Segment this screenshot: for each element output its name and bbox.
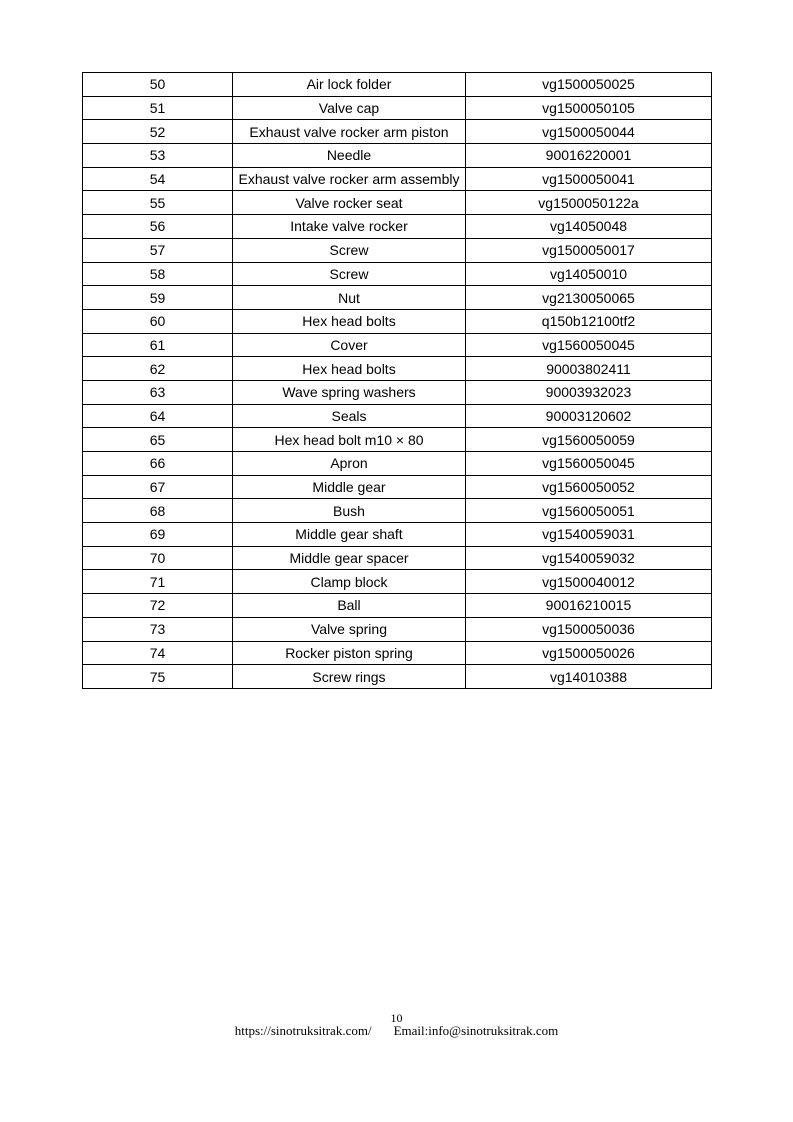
part-code: vg1560050059 xyxy=(466,428,712,452)
part-code: vg14050048 xyxy=(466,215,712,239)
part-name: Rocker piston spring xyxy=(233,641,466,665)
item-number: 57 xyxy=(83,238,233,262)
item-number: 64 xyxy=(83,404,233,428)
part-code: vg14010388 xyxy=(466,665,712,689)
part-name: Wave spring washers xyxy=(233,380,466,404)
table-row xyxy=(83,309,712,333)
item-number: 51 xyxy=(83,96,233,120)
table-row xyxy=(83,191,712,215)
footer-contact xyxy=(0,1023,793,1039)
item-number: 60 xyxy=(83,309,233,333)
item-number: 74 xyxy=(83,641,233,665)
item-number: 52 xyxy=(83,120,233,144)
item-number: 56 xyxy=(83,215,233,239)
table-row xyxy=(83,570,712,594)
table-row xyxy=(83,523,712,547)
part-name: Needle xyxy=(233,144,466,168)
item-number: 53 xyxy=(83,144,233,168)
item-number: 55 xyxy=(83,191,233,215)
part-name: Middle gear shaft xyxy=(233,523,466,547)
table-row xyxy=(83,665,712,689)
item-number: 70 xyxy=(83,546,233,570)
part-code: vg1500050025 xyxy=(466,73,712,97)
table-row xyxy=(83,73,712,97)
item-number: 58 xyxy=(83,262,233,286)
table-row xyxy=(83,120,712,144)
table-row xyxy=(83,452,712,476)
part-name: Valve rocker seat xyxy=(233,191,466,215)
table-row xyxy=(83,215,712,239)
part-name: Intake valve rocker xyxy=(233,215,466,239)
table-row xyxy=(83,475,712,499)
part-code: 90016220001 xyxy=(466,144,712,168)
part-code: vg1500050017 xyxy=(466,238,712,262)
table-row xyxy=(83,641,712,665)
email-link[interactable]: Email:info@sinotruksitrak.com xyxy=(393,1023,559,1038)
part-code: vg1560050045 xyxy=(466,452,712,476)
table-row xyxy=(83,404,712,428)
part-code: vg1500050122a xyxy=(466,191,712,215)
table-row xyxy=(83,546,712,570)
item-number: 75 xyxy=(83,665,233,689)
part-code: vg14050010 xyxy=(466,262,712,286)
part-code: vg1500040012 xyxy=(466,570,712,594)
part-code: vg1500050036 xyxy=(466,617,712,641)
table-row xyxy=(83,499,712,523)
item-number: 61 xyxy=(83,333,233,357)
part-name: Middle gear spacer xyxy=(233,546,466,570)
table-row xyxy=(83,96,712,120)
item-number: 67 xyxy=(83,475,233,499)
website-link[interactable]: https://sinotruksitrak.com/ xyxy=(234,1023,372,1038)
table-row xyxy=(83,357,712,381)
table-row xyxy=(83,428,712,452)
part-code: vg1500050044 xyxy=(466,120,712,144)
part-code: vg1500050041 xyxy=(466,167,712,191)
item-number: 68 xyxy=(83,499,233,523)
part-code: 90016210015 xyxy=(466,594,712,618)
table-row xyxy=(83,144,712,168)
part-name: Air lock folder xyxy=(233,73,466,97)
part-code: vg1540059031 xyxy=(466,523,712,547)
table-row xyxy=(83,617,712,641)
item-number: 59 xyxy=(83,286,233,310)
table-row xyxy=(83,286,712,310)
part-name: Seals xyxy=(233,404,466,428)
item-number: 69 xyxy=(83,523,233,547)
part-code: vg1540059032 xyxy=(466,546,712,570)
table-row xyxy=(83,238,712,262)
table-row xyxy=(83,167,712,191)
table-row xyxy=(83,262,712,286)
part-name: Valve cap xyxy=(233,96,466,120)
parts-table-body xyxy=(83,73,712,689)
part-code: vg1560050045 xyxy=(466,333,712,357)
parts-table xyxy=(82,72,712,689)
part-code: vg2130050065 xyxy=(466,286,712,310)
part-name: Clamp block xyxy=(233,570,466,594)
table-row xyxy=(83,594,712,618)
part-name: Hex head bolts xyxy=(233,357,466,381)
item-number: 66 xyxy=(83,452,233,476)
item-number: 72 xyxy=(83,594,233,618)
part-name: Exhaust valve rocker arm piston xyxy=(233,120,466,144)
part-code: 90003932023 xyxy=(466,380,712,404)
item-number: 54 xyxy=(83,167,233,191)
item-number: 73 xyxy=(83,617,233,641)
part-code: vg1560050052 xyxy=(466,475,712,499)
part-code: 90003802411 xyxy=(466,357,712,381)
item-number: 50 xyxy=(83,73,233,97)
item-number: 63 xyxy=(83,380,233,404)
part-code: 90003120602 xyxy=(466,404,712,428)
part-name: Nut xyxy=(233,286,466,310)
part-name: Ball xyxy=(233,594,466,618)
item-number: 71 xyxy=(83,570,233,594)
part-name: Screw xyxy=(233,238,466,262)
part-name: Cover xyxy=(233,333,466,357)
table-row xyxy=(83,333,712,357)
part-name: Exhaust valve rocker arm assembly xyxy=(233,167,466,191)
part-name: Bush xyxy=(233,499,466,523)
part-code: vg1560050051 xyxy=(466,499,712,523)
part-name: Hex head bolt m10 × 80 xyxy=(233,428,466,452)
part-code: q150b12100tf2 xyxy=(466,309,712,333)
part-code: vg1500050026 xyxy=(466,641,712,665)
part-code: vg1500050105 xyxy=(466,96,712,120)
item-number: 65 xyxy=(83,428,233,452)
table-row xyxy=(83,380,712,404)
part-name: Middle gear xyxy=(233,475,466,499)
part-name: Screw rings xyxy=(233,665,466,689)
part-name: Apron xyxy=(233,452,466,476)
page-number: 10 xyxy=(390,1011,403,1025)
item-number: 62 xyxy=(83,357,233,381)
part-name: Valve spring xyxy=(233,617,466,641)
part-name: Screw xyxy=(233,262,466,286)
part-name: Hex head bolts xyxy=(233,309,466,333)
